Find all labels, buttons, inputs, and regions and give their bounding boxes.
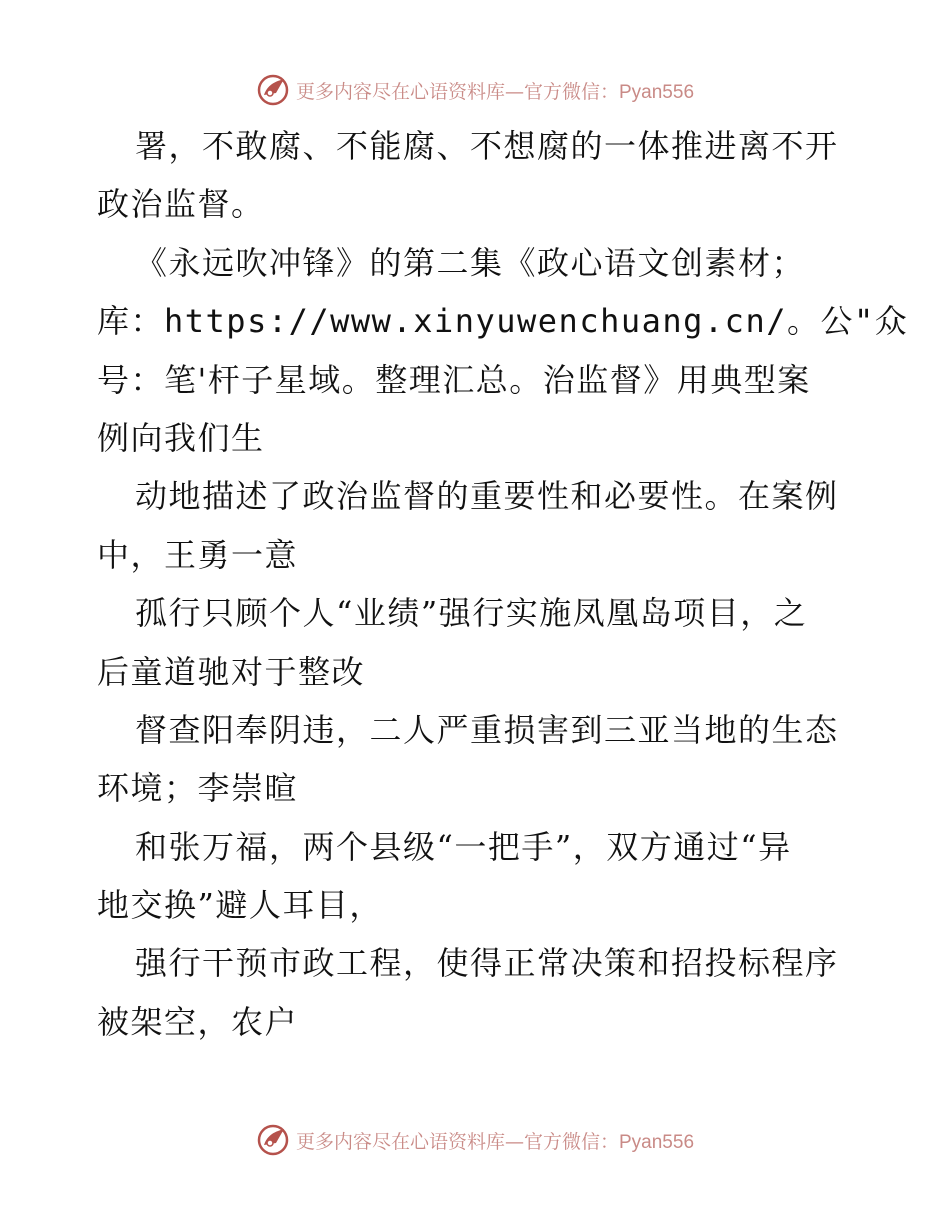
text-line: 政治监督。 [97, 185, 265, 224]
text-line: 动地描述了政治监督的重要性和必要性。在案例 [135, 477, 839, 516]
watermark-text: 更多内容尽在心语资料库 [295, 80, 505, 103]
text-line-url: 库：https://www.xinyuwenchuang.cn/。公"众 [97, 302, 909, 341]
text-line: 地交换”避人耳目， [97, 886, 383, 925]
document-body [97, 117, 909, 1051]
text-line: 强行干预市政工程，使得正常决策和招投标程序 [135, 944, 839, 983]
watermark-wechat-handle: Pyan556 [619, 1131, 695, 1153]
watermark-wechat-label: 官方微信： [523, 80, 619, 103]
text-line: 中，王勇一意 [97, 535, 299, 574]
text-line: 例向我们生 [97, 418, 265, 457]
text-line: 署，不敢腐、不能腐、不想腐的一体推进离不开 [135, 127, 839, 165]
brand-logo-icon [256, 73, 290, 107]
brand-logo-icon [256, 1123, 290, 1157]
text-line: 《永远吹冲锋》的第二集《政心语文创素材； [135, 243, 806, 282]
watermark-wechat-label: 官方微信： [523, 1130, 619, 1153]
watermark-text: 更多内容尽在心语资料库 [295, 1130, 505, 1153]
text-line: 号：笔'杆子星域。整理汇总。治监督》用典型案 [97, 360, 811, 399]
watermark-separator: — [504, 1130, 524, 1153]
text-line: 孤行只顾个人“业绩”强行实施凤凰岛项目，之 [135, 594, 808, 633]
text-line: 环境；李崇暄 [97, 769, 299, 808]
text-line: 后童道驰对于整改 [97, 652, 366, 691]
text-line: 督查阳奉阴违，二人严重损害到三亚当地的生态 [135, 710, 839, 749]
footer-watermark [0, 1120, 950, 1160]
text-line: 被架空，农户 [97, 1002, 299, 1041]
watermark-wechat-handle: Pyan556 [619, 81, 695, 103]
text-line: 和张万福，两个县级“一把手”，双方通过“异 [135, 827, 792, 866]
header-watermark [0, 70, 950, 110]
watermark-separator: — [504, 80, 524, 103]
